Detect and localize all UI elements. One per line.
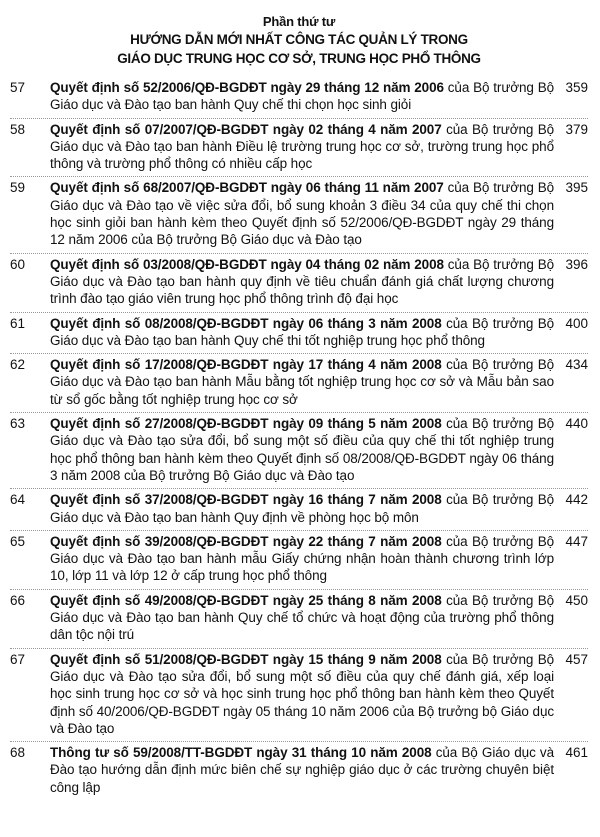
entry-number: 63 bbox=[10, 416, 26, 432]
entry-document-reference: Quyết định số 07/2007/QĐ-BGDĐT ngày 02 tháng 4 năm 2007 bbox=[50, 121, 442, 137]
entry-text bbox=[50, 79, 554, 114]
entry-document-reference: Quyết định số 27/2008/QĐ-BGDĐT ngày 09 tháng 5 năm 2008 bbox=[50, 416, 442, 432]
toc-entry bbox=[10, 77, 588, 119]
entry-page-number: 434 bbox=[565, 357, 588, 373]
entry-number: 61 bbox=[10, 315, 26, 331]
entry-document-reference: Quyết định số 37/2008/QĐ-BGDĐT ngày 16 tháng 7 năm 2008 bbox=[50, 492, 442, 508]
entry-text bbox=[50, 179, 554, 248]
entry-description: của Bộ trưởng Bộ Giáo dục và Đào tạo sửa đổi, bổ sung một số điều của quy chế đánh giá, xếp loại học sinh trung học cơ sở và học sinh trung học phổ thông ban hành kèm theo Quyết định số 40/2006/QĐ-BGDĐT ngày 05 tháng 10 năm 2006 của Bộ trưởng bộ Giáo dục và Đào tạo bbox=[50, 651, 555, 736]
entry-text bbox=[50, 415, 554, 484]
entry-document-reference: Quyết định số 49/2008/QĐ-BGDĐT ngày 25 tháng 8 năm 2008 bbox=[50, 592, 442, 608]
entry-description: của Bộ trưởng Bộ Giáo dục và Đào tạo về việc sửa đổi, bổ sung khoản 3 điều 34 của quy chế thi chọn học sinh giỏi ban hành kèm theo Quyết định số 52/2006/QĐ-BGDĐT ngày 29 tháng 12 năm 2006 của Bộ trưởng Bộ Giáo dục và Đào tạo bbox=[50, 180, 555, 248]
entry-text bbox=[50, 651, 554, 737]
entry-description: của Bộ trưởng Bộ Giáo dục và Đào tạo ban hành mẫu Giấy chứng nhận hoàn thành chương trình lớp 10, lớp 11 và lớp 12 ở cấp trung học phổ thông bbox=[50, 533, 555, 584]
entry-description: của Bộ trưởng Bộ Giáo dục và Đào tạo ban hành Quy chế tổ chức và hoạt động của trường phổ thông dân tộc nội trú bbox=[50, 592, 555, 643]
entry-number: 66 bbox=[10, 592, 26, 608]
toc-entry bbox=[10, 177, 588, 253]
entry-description: của Bộ trưởng Bộ Giáo dục và Đào tạo sửa đổi, bổ sung một số điều của quy chế thi tốt nghiệp trung học phổ thông ban hành kèm theo Quyết định số 08/2008/QĐ-BGDĐT ngày 06 tháng 3 năm 2008 của Bộ trưởng Bộ Giáo dục và Đào tạo bbox=[50, 416, 555, 483]
entry-description: của Bộ trưởng Bộ Giáo dục và Đào tạo ban hành quy định về tiêu chuẩn đánh giá chất lượng chương trình đào tạo giáo viên trung học phổ thông trình độ đại học bbox=[50, 256, 555, 307]
entry-description: của Bộ trưởng Bộ Giáo dục và Đào tạo ban hành Quy chế thi chọn học sinh giỏi bbox=[50, 80, 555, 113]
section-title-line-2: GIÁO DỤC TRUNG HỌC CƠ SỞ, TRUNG HỌC PHỔ THÔNG bbox=[117, 51, 481, 66]
entry-document-reference: Quyết định số 39/2008/QĐ-BGDĐT ngày 22 tháng 7 năm 2008 bbox=[50, 533, 442, 549]
entry-page-number: 447 bbox=[565, 533, 588, 549]
entry-page-number: 457 bbox=[565, 651, 588, 667]
entry-description: của Bộ trưởng Bộ Giáo dục và Đào tạo ban hành Quy định về phòng học bộ môn bbox=[50, 492, 555, 525]
entry-page-number: 379 bbox=[565, 121, 588, 137]
entry-number: 57 bbox=[10, 80, 26, 95]
entry-text bbox=[50, 356, 554, 408]
toc-entry bbox=[10, 590, 588, 649]
entry-page-number: 396 bbox=[565, 256, 588, 272]
entry-text bbox=[50, 256, 554, 308]
entry-page-number: 440 bbox=[565, 416, 588, 432]
toc-entry bbox=[10, 254, 588, 313]
toc-entry bbox=[10, 489, 588, 531]
entry-document-reference: Quyết định số 08/2008/QĐ-BGDĐT ngày 06 tháng 3 năm 2008 bbox=[50, 315, 442, 331]
entry-page-number: 359 bbox=[565, 80, 588, 95]
entry-text bbox=[50, 592, 554, 644]
entry-number: 62 bbox=[10, 357, 26, 373]
toc-entry bbox=[10, 313, 588, 355]
entry-number: 65 bbox=[10, 533, 26, 549]
entry-text bbox=[50, 121, 554, 173]
toc-entry bbox=[10, 531, 588, 590]
entry-number: 64 bbox=[10, 492, 26, 508]
entry-text bbox=[50, 533, 554, 585]
entry-description: của Bộ trưởng Bộ Giáo dục và Đào tạo ban hành Điều lệ trường trung học cơ sở, trường trung học phổ thông và trường phổ thông có nhiều cấp học bbox=[50, 121, 555, 172]
entry-description: của Bộ trưởng Bộ Giáo dục và Đào tạo ban hành Mẫu bằng tốt nghiệp trung học cơ sở và Mẫu bản sao từ sổ gốc bằng tốt nghiệp trung học cơ sở bbox=[50, 357, 555, 407]
toc-entry bbox=[10, 649, 588, 742]
toc-entry bbox=[10, 413, 588, 489]
entry-page-number: 442 bbox=[565, 492, 588, 508]
entry-text bbox=[50, 491, 554, 526]
toc-entry bbox=[10, 742, 588, 800]
entry-document-reference: Quyết định số 52/2006/QĐ-BGDĐT ngày 29 tháng 12 năm 2006 bbox=[50, 80, 444, 95]
entry-document-reference: Quyết định số 17/2008/QĐ-BGDĐT ngày 17 tháng 4 năm 2008 bbox=[50, 357, 442, 373]
part-label: Phần thứ tư bbox=[262, 14, 336, 29]
entry-document-reference: Thông tư số 59/2008/TT-BGDĐT ngày 31 tháng 10 năm 2008 bbox=[50, 745, 432, 761]
entry-page-number: 395 bbox=[565, 180, 588, 196]
entry-number: 60 bbox=[10, 256, 26, 272]
toc-list bbox=[10, 77, 588, 800]
entry-document-reference: Quyết định số 68/2007/QĐ-BGDĐT ngày 06 tháng 11 năm 2007 bbox=[50, 180, 444, 196]
entry-number: 67 bbox=[10, 651, 26, 667]
entry-description: của Bộ Giáo dục và Đào tạo hướng dẫn định mức biên chế sự nghiệp giáo dục ở các trường chuyên biệt công lập bbox=[50, 745, 554, 795]
entry-description: của Bộ trưởng Bộ Giáo dục và Đào tạo ban hành Quy chế thi tốt nghiệp trung học phổ thông bbox=[50, 315, 555, 348]
entry-text bbox=[50, 744, 554, 796]
entry-page-number: 400 bbox=[565, 315, 588, 331]
entry-document-reference: Quyết định số 03/2008/QĐ-BGDĐT ngày 04 tháng 02 năm 2008 bbox=[50, 256, 444, 272]
entry-number: 59 bbox=[10, 180, 26, 196]
entry-number: 68 bbox=[10, 745, 26, 761]
toc-entry bbox=[10, 354, 588, 413]
section-title-line-1: HƯỚNG DẪN MỚI NHẤT CÔNG TÁC QUẢN LÝ TRONG bbox=[130, 32, 468, 47]
entry-text bbox=[50, 315, 554, 350]
entry-document-reference: Quyết định số 51/2008/QĐ-BGDĐT ngày 15 tháng 9 năm 2008 bbox=[50, 651, 442, 667]
toc-entry bbox=[10, 119, 588, 178]
entry-number: 58 bbox=[10, 121, 26, 137]
entry-page-number: 450 bbox=[565, 592, 588, 608]
entry-page-number: 461 bbox=[565, 745, 588, 761]
section-header bbox=[10, 13, 588, 68]
